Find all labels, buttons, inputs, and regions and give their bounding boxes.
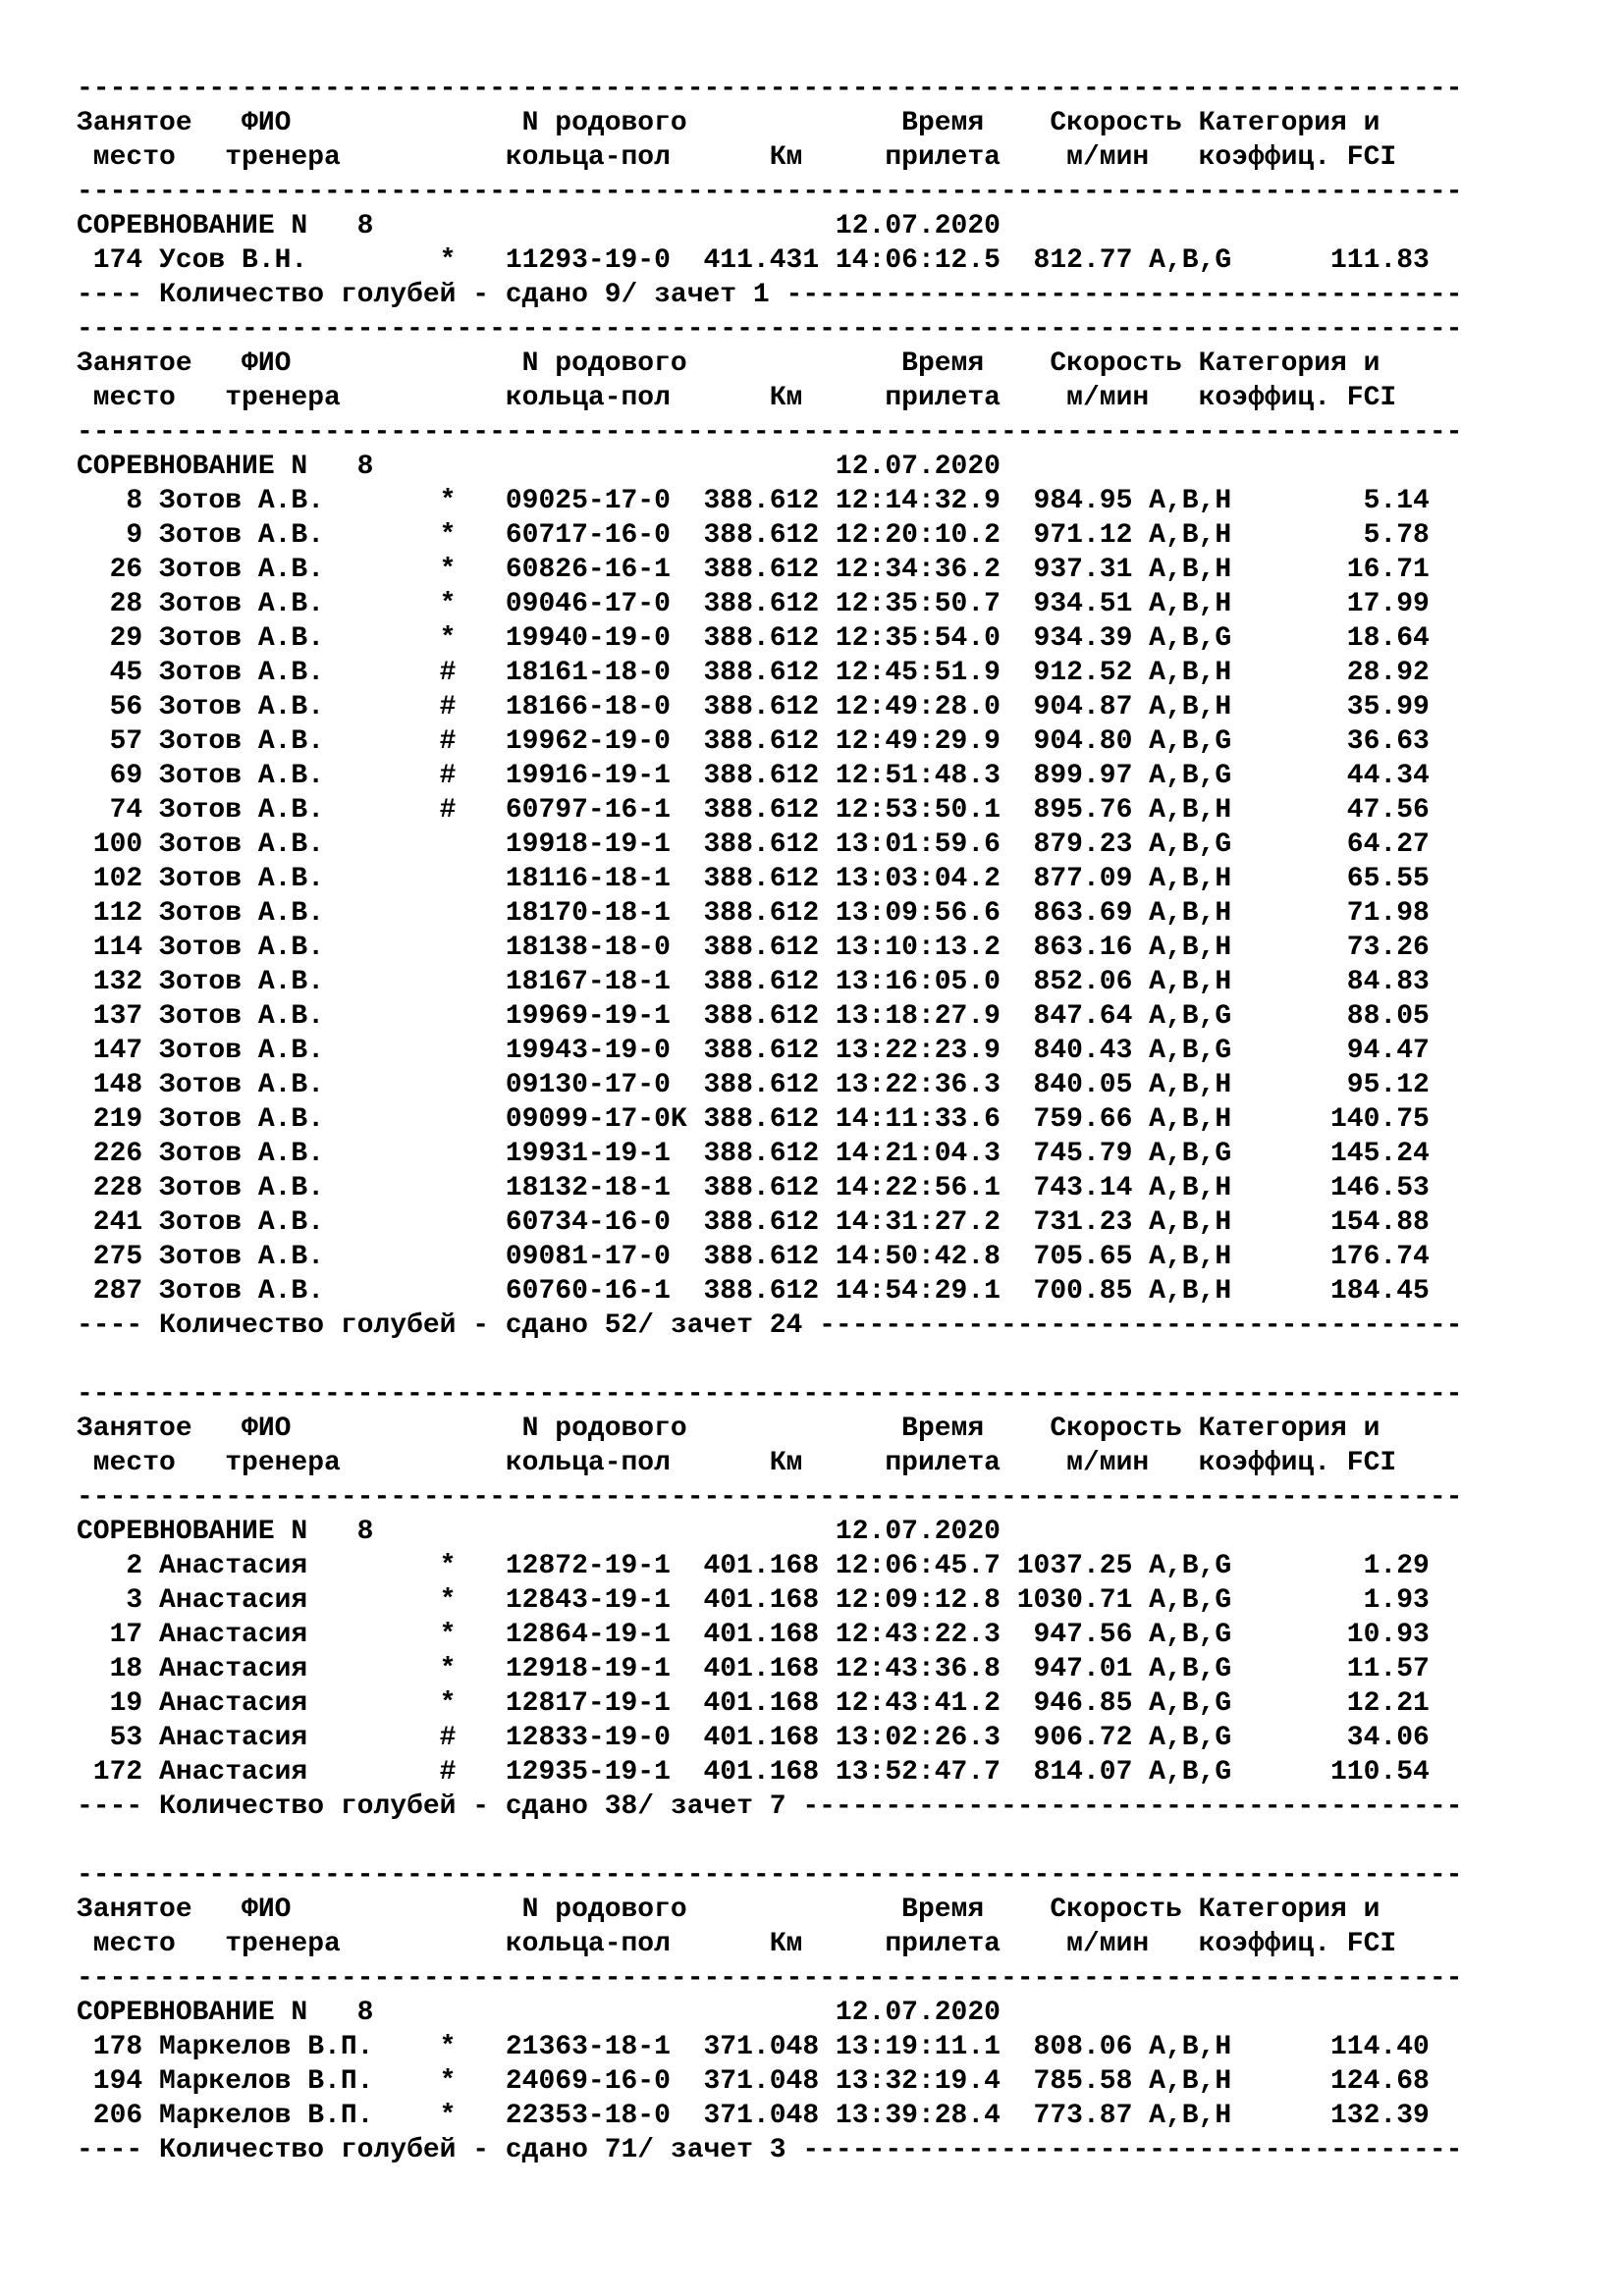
section-footer: ---- Количество голубей - сдано 52/ зачет 24 --------------------------------------- [77, 1310, 1463, 1341]
result-row: 178 Маркелов В.П. * 21363-18-1 371.048 13:19:11.1 808.06 A,B,H 114.40 [77, 2032, 1430, 2062]
result-row: 172 Анастасия # 12935-19-1 401.168 13:52:47.7 814.07 A,B,G 110.54 [77, 1757, 1430, 1788]
result-row: 3 Анастасия * 12843-19-1 401.168 12:09:12.8 1030.71 A,B,G 1.93 [77, 1585, 1430, 1616]
result-row: 26 Зотов А.В. * 60826-16-1 388.612 12:34:36.2 937.31 A,B,H 16.71 [77, 555, 1430, 585]
result-row: 112 Зотов А.В. 18170-18-1 388.612 13:09:56.6 863.69 A,B,H 71.98 [77, 898, 1430, 929]
result-row: 57 Зотов А.В. # 19962-19-0 388.612 12:49:29.9 904.80 A,B,G 36.63 [77, 726, 1430, 757]
result-section [77, 72, 1569, 312]
result-row: 29 Зотов А.В. * 19940-19-0 388.612 12:35:54.0 934.39 A,B,G 18.64 [77, 623, 1430, 654]
result-row: 132 Зотов А.В. 18167-18-1 388.612 13:16:05.0 852.06 A,B,H 84.83 [77, 967, 1430, 997]
results-report [77, 72, 1569, 2167]
separator-line: ------------------------------------------------------------------------------------ [77, 1963, 1463, 1994]
result-row: 2 Анастасия * 12872-19-1 401.168 12:06:45.7 1037.25 A,B,G 1.29 [77, 1551, 1430, 1581]
column-header-line-1: Занятое ФИО N родового Время Скорость Категория и [77, 108, 1380, 138]
separator-line: ------------------------------------------------------------------------------------ [77, 1379, 1463, 1410]
result-row: 226 Зотов А.В. 19931-19-1 388.612 14:21:04.3 745.79 A,B,G 145.24 [77, 1139, 1430, 1169]
column-header-line-2: место тренера кольца-пол Км прилета м/мин коэффиц. FCI [77, 1448, 1397, 1478]
column-header-line-2: место тренера кольца-пол Км прилета м/мин коэффиц. FCI [77, 383, 1397, 413]
result-row: 228 Зотов А.В. 18132-18-1 388.612 14:22:56.1 743.14 A,B,H 146.53 [77, 1173, 1430, 1203]
result-row: 219 Зотов А.В. 09099-17-0K 388.612 14:11:33.6 759.66 A,B,H 140.75 [77, 1104, 1430, 1135]
result-row: 45 Зотов А.В. # 18161-18-0 388.612 12:45:51.9 912.52 A,B,H 28.92 [77, 658, 1430, 688]
result-row: 114 Зотов А.В. 18138-18-0 388.612 13:10:13.2 863.16 A,B,H 73.26 [77, 933, 1430, 963]
result-row: 17 Анастасия * 12864-19-1 401.168 12:43:22.3 947.56 A,B,G 10.93 [77, 1620, 1430, 1650]
result-row: 287 Зотов А.В. 60760-16-1 388.612 14:54:29.1 700.85 A,B,H 184.45 [77, 1276, 1430, 1307]
result-row: 206 Маркелов В.П. * 22353-18-0 371.048 13:39:28.4 773.87 A,B,H 132.39 [77, 2101, 1430, 2131]
result-row: 56 Зотов А.В. # 18166-18-0 388.612 12:49:28.0 904.87 A,B,H 35.99 [77, 692, 1430, 722]
separator-line: ------------------------------------------------------------------------------------ [77, 417, 1463, 448]
separator-line: ------------------------------------------------------------------------------------ [77, 74, 1463, 104]
separator-line: ------------------------------------------------------------------------------------ [77, 1482, 1463, 1513]
competition-line: СОРЕВНОВАНИЕ N 8 12.07.2020 [77, 1998, 1001, 2028]
competition-line: СОРЕВНОВАНИЕ N 8 12.07.2020 [77, 452, 1001, 482]
column-header-line-1: Занятое ФИО N родового Время Скорость Категория и [77, 1895, 1380, 1925]
separator-line: ------------------------------------------------------------------------------------ [77, 177, 1463, 207]
result-row: 194 Маркелов В.П. * 24069-16-0 371.048 13:32:19.4 785.58 A,B,H 124.68 [77, 2066, 1430, 2097]
result-row: 137 Зотов А.В. 19969-19-1 388.612 13:18:27.9 847.64 A,B,G 88.05 [77, 1001, 1430, 1032]
separator-line: ------------------------------------------------------------------------------------ [77, 314, 1463, 345]
column-header-line-2: место тренера кольца-пол Км прилета м/мин коэффиц. FCI [77, 142, 1397, 173]
section-footer: ---- Количество голубей - сдано 71/ зачет 3 ---------------------------------------- [77, 2135, 1463, 2165]
result-row: 9 Зотов А.В. * 60717-16-0 388.612 12:20:10.2 971.12 A,B,H 5.78 [77, 520, 1430, 551]
section-footer: ---- Количество голубей - сдано 38/ зачет 7 ---------------------------------------- [77, 1791, 1463, 1822]
result-row: 74 Зотов А.В. # 60797-16-1 388.612 12:53:50.1 895.76 A,B,H 47.56 [77, 795, 1430, 826]
section-footer: ---- Количество голубей - сдано 9/ зачет 1 ----------------------------------------- [77, 280, 1463, 310]
result-row: 275 Зотов А.В. 09081-17-0 388.612 14:50:42.8 705.65 A,B,H 176.74 [77, 1242, 1430, 1272]
result-row: 148 Зотов А.В. 09130-17-0 388.612 13:22:36.3 840.05 A,B,H 95.12 [77, 1070, 1430, 1100]
result-section [77, 312, 1569, 1343]
blank-line [77, 1343, 1569, 1377]
result-row: 8 Зотов А.В. * 09025-17-0 388.612 12:14:32.9 984.95 A,B,H 5.14 [77, 486, 1430, 516]
result-row: 147 Зотов А.В. 19943-19-0 388.612 13:22:23.9 840.43 A,B,G 94.47 [77, 1036, 1430, 1066]
result-row: 174 Усов В.Н. * 11293-19-0 411.431 14:06:12.5 812.77 A,B,G 111.83 [77, 245, 1430, 276]
result-row: 19 Анастасия * 12817-19-1 401.168 12:43:41.2 946.85 A,B,G 12.21 [77, 1688, 1430, 1719]
result-row: 241 Зотов А.В. 60734-16-0 388.612 14:31:27.2 731.23 A,B,H 154.88 [77, 1207, 1430, 1238]
blank-line [77, 1824, 1569, 1858]
column-header-line-1: Занятое ФИО N родового Время Скорость Категория и [77, 348, 1380, 379]
competition-line: СОРЕВНОВАНИЕ N 8 12.07.2020 [77, 211, 1001, 241]
result-row: 102 Зотов А.В. 18116-18-1 388.612 13:03:04.2 877.09 A,B,H 65.55 [77, 864, 1430, 894]
result-row: 100 Зотов А.В. 19918-19-1 388.612 13:01:59.6 879.23 A,B,G 64.27 [77, 829, 1430, 860]
separator-line: ------------------------------------------------------------------------------------ [77, 1860, 1463, 1891]
column-header-line-2: место тренера кольца-пол Км прилета м/мин коэффиц. FCI [77, 1929, 1397, 1959]
result-row: 18 Анастасия * 12918-19-1 401.168 12:43:36.8 947.01 A,B,G 11.57 [77, 1654, 1430, 1684]
column-header-line-1: Занятое ФИО N родового Время Скорость Категория и [77, 1414, 1380, 1444]
result-row: 69 Зотов А.В. # 19916-19-1 388.612 12:51:48.3 899.97 A,B,G 44.34 [77, 761, 1430, 791]
competition-line: СОРЕВНОВАНИЕ N 8 12.07.2020 [77, 1517, 1001, 1547]
result-section [77, 1858, 1569, 2167]
result-row: 53 Анастасия # 12833-19-0 401.168 13:02:26.3 906.72 A,B,G 34.06 [77, 1723, 1430, 1753]
result-section [77, 1377, 1569, 1824]
result-row: 28 Зотов А.В. * 09046-17-0 388.612 12:35:50.7 934.51 A,B,H 17.99 [77, 589, 1430, 619]
